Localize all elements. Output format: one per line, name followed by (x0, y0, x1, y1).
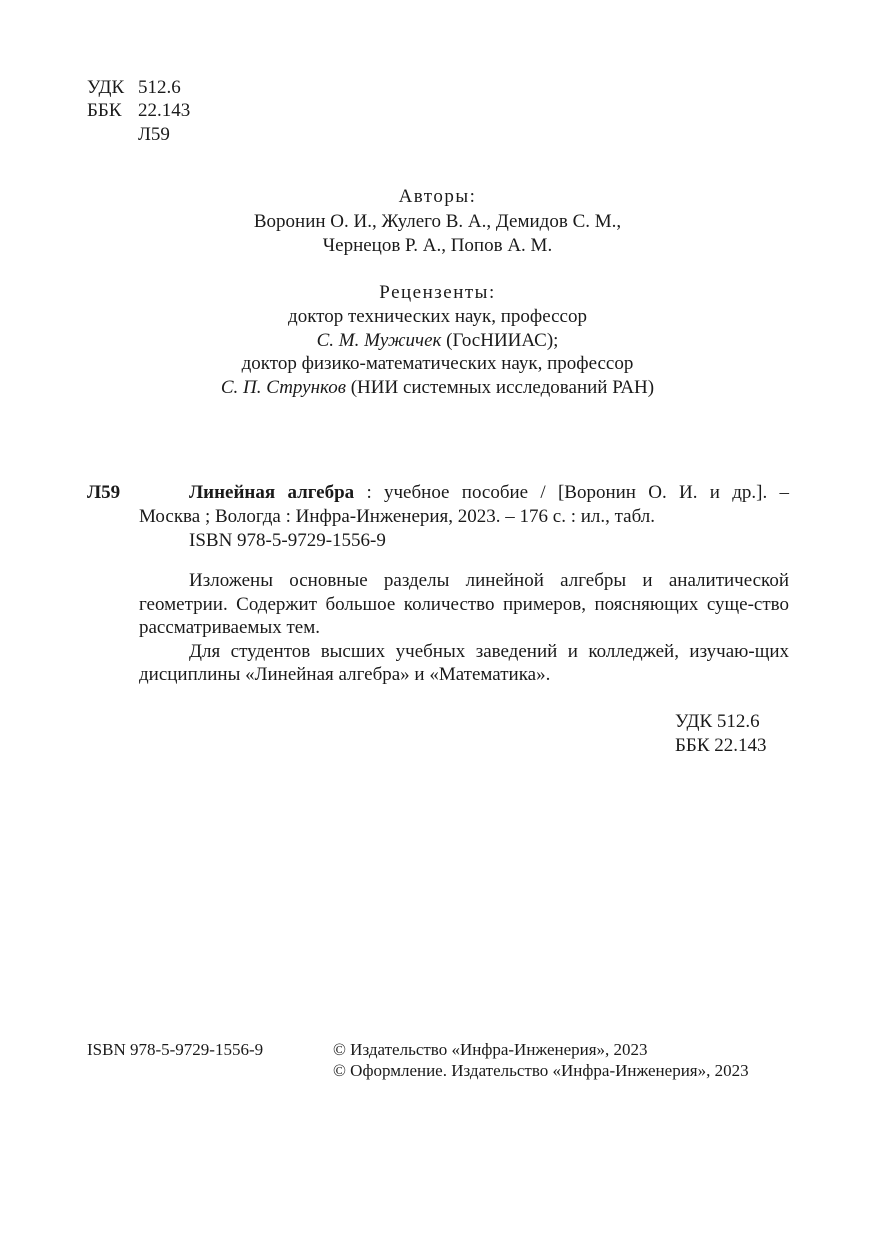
bib-line-1 (189, 481, 789, 504)
copyright-publisher: © Издательство «Инфра-Инженерия», 2023 (333, 1040, 648, 1059)
annotation-paragraph-2: Для студентов высших учебных заведений и колледжей, изучаю-щих дисциплины «Линейная алгебра» и «Математика». (139, 640, 789, 685)
bib-author-sign: Л59 (87, 482, 121, 503)
bbk-value: 22.143 (138, 100, 191, 121)
udk-value: 512.6 (138, 77, 181, 98)
bbk-label: ББК (87, 100, 122, 121)
reviewer-1-degree: доктор технических наук, профессор (288, 306, 587, 327)
reviewers-heading: Рецензенты: (379, 282, 496, 303)
udk-label: УДК (87, 77, 125, 98)
bib-isbn: ISBN 978-5-9729-1556-9 (189, 530, 386, 551)
bib-title: Линейная алгебра (189, 482, 355, 503)
reviewer-1-name: С. М. Мужичек (316, 330, 442, 351)
udk-bottom: УДК 512.6 (675, 711, 760, 732)
reviewer-2 (0, 376, 875, 399)
reviewer-1-org: (ГосНИИАС); (441, 330, 559, 351)
annotation-paragraph-1: Изложены основные разделы линейной алгебры и аналитической геометрии. Содержит большое количество примеров, поясняющих суще-ство рассматриваемых тем. (139, 570, 789, 638)
authors-line-1: Воронин О. И., Жулего В. А., Демидов С. М., (253, 211, 622, 232)
author-sign: Л59 (138, 124, 170, 145)
footer-isbn: ISBN 978-5-9729-1556-9 (87, 1040, 264, 1059)
copyright-design: © Оформление. Издательство «Инфра-Инженерия», 2023 (333, 1061, 749, 1080)
bbk-bottom: ББК 22.143 (675, 735, 767, 756)
bib-line-1-rest: : учебное пособие / [Воронин О. И. и др.]. – (354, 482, 789, 503)
reviewer-1 (0, 329, 875, 352)
authors-line-2: Чернецов Р. А., Попов А. М. (322, 235, 553, 256)
annotation (139, 569, 789, 687)
reviewer-2-org: (НИИ системных исследований РАН) (345, 377, 655, 398)
reviewer-2-degree: доктор физико-математических наук, профессор (241, 353, 634, 374)
authors-heading: Авторы: (398, 186, 477, 207)
bib-line-2: Москва ; Вологда : Инфра-Инженерия, 2023. – 176 с. : ил., табл. (139, 506, 656, 527)
reviewer-2-name: С. П. Струнков (220, 377, 346, 398)
